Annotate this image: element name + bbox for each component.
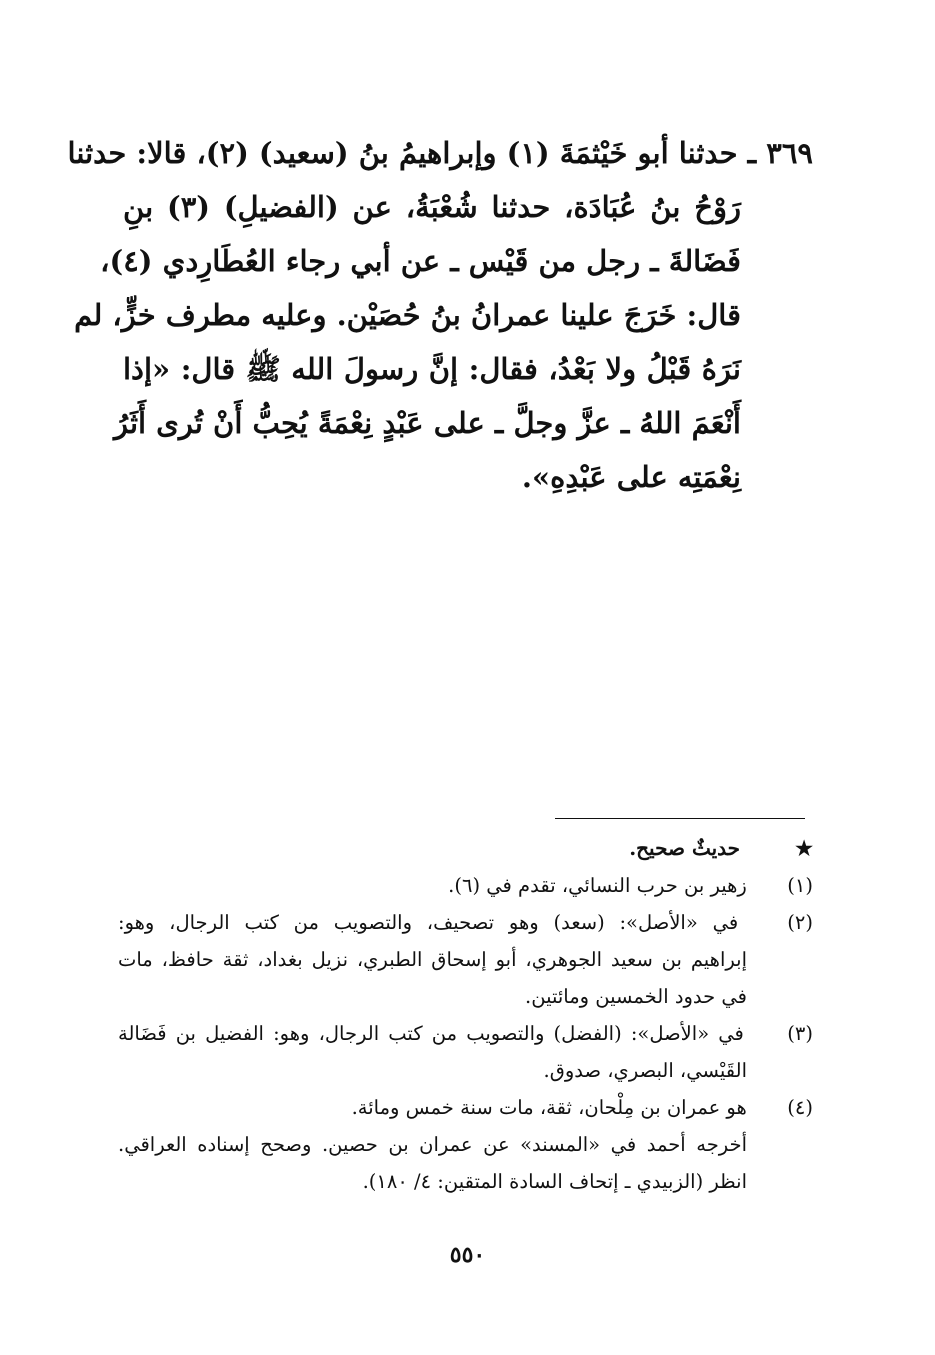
footnote-text: هو عمران بن مِلْحان، ثقة، مات سنة خمس ومائة. — [351, 1096, 747, 1119]
footnote-marker: (٤) — [787, 1096, 813, 1119]
footnote-takhrij-continuation: انظر (الزبيدي ـ إتحاف السادة المتقين: ٤/ ١٨٠). — [362, 1170, 747, 1193]
footnote-marker: (٣) — [787, 1022, 813, 1045]
hadith-text — [67, 126, 813, 504]
footnote-text: زهير بن حرب النسائي، تقدم في (٦). — [448, 874, 747, 897]
footnote-grade — [118, 830, 813, 867]
hadith-line-6: أَنْعَمَ اللهُ ـ عزَّ وجلَّ ـ على عَبْدٍ نِعْمَةً يُحِبُّ أَنْ تُرى أَثَرُ — [113, 406, 741, 440]
footnote-text: في «الأصل»: (سعد) وهو تصحيف، والتصويب من كتب الرجال، وهو: — [118, 911, 739, 934]
footnote-text: في «الأصل»: (الفضل) والتصويب من كتب الرجال، وهو: الفضيل بن فَضَالة — [118, 1022, 744, 1045]
footnote-takhrij: أخرجه أحمد في «المسند» عن عمران بن حصين. وصحح إسناده العراقي. — [118, 1133, 747, 1156]
hadith-line-7: نِعْمَتِه على عَبْدِهِ». — [521, 460, 741, 494]
star-icon: ★ — [795, 836, 813, 860]
hadith-line-1: ٣٦٩ ـ حدثنا أبو خَيْثمَةَ (١) وإبراهيمُ بنُ (سعيد) (٢)، قالا: حدثنا — [67, 136, 813, 170]
hadith-line-2: رَوْحُ بنُ عُبَادَة، حدثنا شُعْبَةُ، عن (الفضيلِ) (٣) بنِ — [123, 190, 741, 224]
footnote-2-continuation: إبراهيم بن سعيد الجوهري، أبو إسحاق الطبري، نزيل بغداد، ثقة حافظ، مات — [118, 948, 747, 971]
footnote-divider — [555, 818, 805, 819]
footnote-marker: (٢) — [787, 911, 813, 934]
page-number: ٥٥٠ — [449, 1242, 486, 1268]
hadith-line-5: نَرَهُ قَبْلُ ولا بَعْدُ، فقال: إنَّ رسولَ الله ﷺ قال: «إذا — [123, 352, 741, 386]
footnote-3-continuation: القَيْسي، البصري، صدوق. — [543, 1059, 747, 1082]
footnote-grade-text: حديثٌ صحيح. — [629, 836, 741, 860]
hadith-line-4: قال: خَرَجَ علينا عمرانُ بنُ حُصَيْن. وعليه مطرف خزٍّ، لم — [74, 298, 741, 332]
footnote-2 — [118, 904, 813, 941]
hadith-line-3: فَضَالةَ ـ رجل من قَيْس ـ عن أبي رجاء العُطَارِدي (٤)، — [100, 244, 741, 278]
footnote-3 — [118, 1015, 813, 1052]
footnote-1 — [118, 867, 813, 904]
footnote-4 — [118, 1089, 813, 1126]
footnotes — [118, 830, 813, 1200]
footnote-2-continuation: في حدود الخمسين ومائتين. — [525, 985, 747, 1008]
footnote-marker: (١) — [787, 874, 813, 897]
